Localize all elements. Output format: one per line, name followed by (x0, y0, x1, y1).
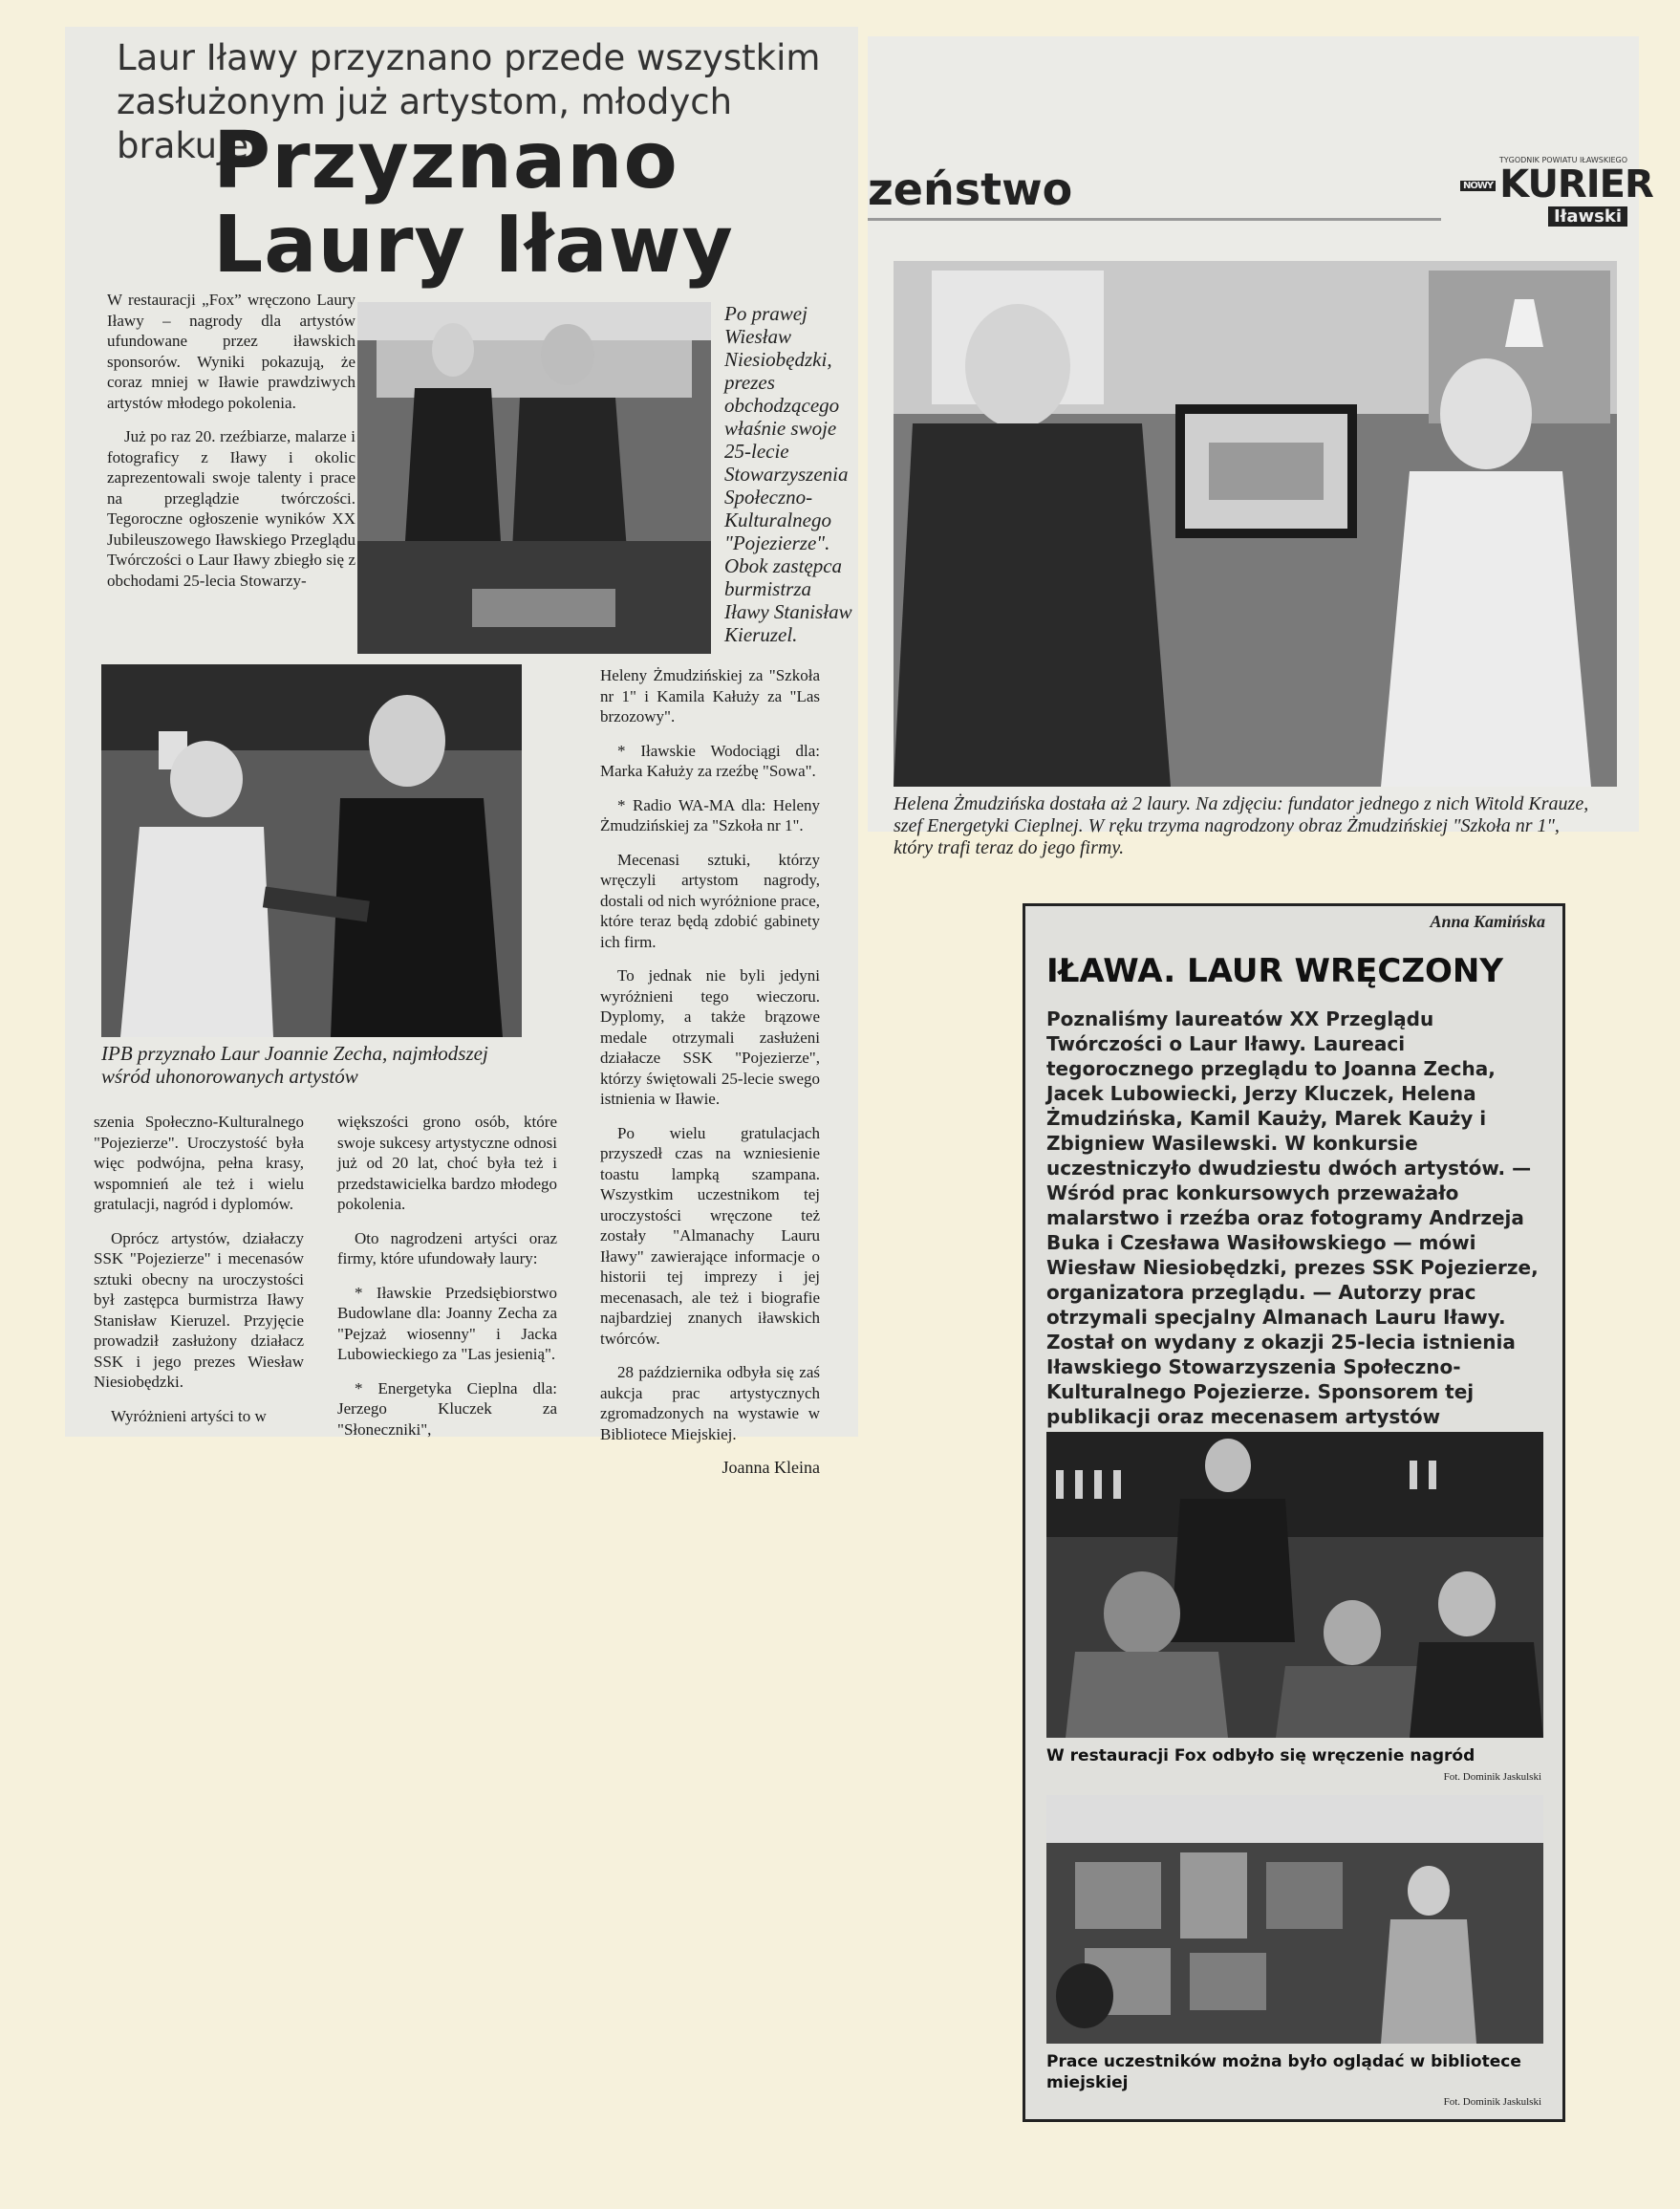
logo-kurier (1460, 162, 1653, 206)
photo-library-caption: Prace uczestników można było oglądać w bibliotece miejskiej (1046, 2052, 1521, 2092)
left-article-clipping (65, 27, 858, 1477)
bottom-column-b (337, 1112, 557, 1453)
paragraph-intro: Już po raz 20. rzeźbiarze, malarze i fotograficy z Iławy i okolic zaprezentowali swoje talenty i prace na przeglądzie twórczości. Tegoroczne ogłoszenie wyników XX Jubileuszowego Iławskiego Przeglądu Twórczości o Laur Iławy zbiegło się z obchodami 25-lecia Stowarzy- (107, 427, 355, 590)
photo-restaurant-caption: W restauracji Fox odbyło się wręczenie nagród (1046, 1746, 1475, 1765)
photo-officials (357, 302, 711, 654)
photo-restaurant-ceremony (1046, 1432, 1543, 1738)
awards-para-5: To jednak nie byli jedyni wyróżnieni tego wieczoru. Dyplomy, a także brązowe medale otrzymali zasłużeni działacze SSK "Pojezierze", którzy świętowali 25-lecie swego istnienia w Iławie. (600, 966, 820, 1108)
logo-tagline: TYGODNIK POWIATU IŁAWSKIEGO (1498, 156, 1627, 164)
photo-painting-presentation (894, 261, 1617, 787)
awards-para-6: Po wielu gratulacjach przyszedł czas na wzniesienie toastu lampką szampana. Wszystkim uczestnikom tej uroczystości wręczone też zostały "Almanachy Lauru Iławy" zawierające informacje o historii tej imprezy i jej mecenasach, ale też i biografie najbardziej znanych iławskich twórców. (600, 1123, 820, 1348)
section-title-fragment: zeństwo (868, 161, 1441, 221)
col-b-para-4: * Energetyka Cieplna dla: Jerzego Kluczek za "Słoneczniki", (337, 1378, 557, 1439)
lead-paragraph: W restauracji „Fox” wręczono Laury Iławy – nagrody dla artystów ufundowane przez iławskich sponsorów. Wyniki pokazują, że coraz mniej w Iławie prawdziwych artystów młodego pokolenia. (107, 291, 355, 412)
right-bottom-clipping (1023, 903, 1565, 2122)
col-a-para-3: Wyróżnieni artyści to w (111, 1406, 267, 1425)
bottom-column-a (94, 1112, 304, 1440)
article-author: Joanna Kleina (722, 1458, 820, 1477)
logo-ilawski: Iławski (1548, 206, 1627, 227)
col-b-para-2: Oto nagrodzeni artyści oraz firmy, które ufundowały laury: (337, 1228, 557, 1267)
photo-restaurant-credit: Fot. Dominik Jaskulski (1443, 1771, 1541, 1783)
col-b-para-1: większości grono osób, które swoje sukcesy artystyczne odnosi już od 20 lat, choć była też i przedstawicielka bardzo młodego pokolenia. (337, 1113, 557, 1213)
awards-column (600, 665, 820, 1479)
logo-kurier-text: KURIER (1499, 162, 1653, 206)
awards-para-3: * Radio WA-MA dla: Heleny Żmudzińskiej za "Szkoła nr 1". (600, 795, 820, 834)
right-top-clipping (868, 36, 1653, 858)
photo-officials-caption: Po prawej Wiesław Niesiobędzki, prezes obchodzącego właśnie swoje 25-lecie Stowarzyszenia Społeczno-Kulturalnego "Pojezierze". Obok zastępca burmistrza Iławy Stanisław Kieruzel. (724, 302, 852, 646)
photo-painting-caption: Helena Żmudzińska dostała aż 2 laury. Na zdjęciu: fundator jednego z nich Witold Krauze, szef Energetyki Cieplnej. W ręku trzyma nagrodzony obraz Żmudzińskiej "Szkoła nr 1", który trafi teraz do jego firmy. (894, 793, 1589, 858)
photo-award-handover (101, 664, 522, 1037)
col-b-para-3: * Iławskie Przedsiębiorstwo Budowlane dla: Joanny Zecha za "Pejzaż wiosenny" i Jacka Lubowieckiego za "Las jesienią". (337, 1283, 557, 1363)
short-news-title: IŁAWA. LAUR WRĘCZONY (1046, 952, 1503, 990)
photo-award-handover-caption: IPB przyznało Laur Joannie Zecha, najmłodszej wśród uhonorowanych artystów (101, 1042, 488, 1088)
photo-library-exhibition (1046, 1795, 1543, 2044)
col-a-para-2: Oprócz artystów, działaczy SSK "Pojezierze" i mecenasów sztuki obecny na uroczystości był zastępca burmistrza Iławy Stanisław Kieruzel. Przyjęcie prowadził zasłużony działacz SSK i jego prezes Wiesław Niesiobędzki. (94, 1228, 304, 1391)
col-a-para-1: szenia Społeczno-Kulturalnego "Pojezierze". Uroczystość była więc podwójna, pełna krasy, wspomnień ale też i wielu gratulacji, nagród i dyplomów. (94, 1113, 304, 1213)
photo-library-credit: Fot. Dominik Jaskulski (1443, 2096, 1541, 2108)
newspaper-logo (1460, 156, 1653, 261)
short-news-body: Poznaliśmy laureatów XX Przeglądu Twórczości o Laur Iławy. Laureaci tegorocznego przeglądu to Joanna Zecha, Jacek Lubowiecki, Jerzy Kluczek, Helena Żmudzińska, Kamil Kauży, Marek Kauży i Zbigniew Wasilewski. W konkursie uczestniczyło dwudziestu dwóch artystów. — Wśród prac konkursowych przeważało malarstwo i rzeźba oraz fotogramy Andrzeja Buka i Czesława Wasiłowskiego — mówi Wiesław Niesiobędzki, prezes SSK Pojezierze, organizatora przeglądu. — Autorzy prac otrzymali specjalny Almanach Lauru Iławy. Został on wydany z okazji 25-lecia istnienia Iławskiego Stowarzyszenia Społeczno-Kulturalnego Pojezierze. Sponsorem tej publikacji oraz mecenasem artystów (1046, 1007, 1539, 1428)
awards-para-1: Heleny Żmudzińskiej za "Szkoła nr 1" i Kamila Kałuży za "Las brzozowy". (600, 666, 820, 726)
awards-para-4: Mecenasi sztuki, którzy wręczyli artystom nagrody, dostali od nich wyróżnione prace, które teraz będą zdobić gabinety ich firm. (600, 850, 820, 951)
awards-para-2: * Iławskie Wodociągi dla: Marka Kałuży za rzeźbę "Sowa". (600, 741, 820, 780)
article-subheading: Laur Iławy przyznano przede wszystkim zasłużonym już artystom, młodych brakuje (117, 37, 821, 166)
lead-column (107, 290, 355, 604)
logo-nowy: NOWY (1460, 181, 1496, 191)
article-headline: Przyznano Laury Iławy (213, 116, 734, 291)
awards-para-7: 28 października odbyła się zaś aukcja prac artystycznych zgromadzonych na wystawie w Bibliotece Miejskiej. (600, 1363, 820, 1443)
article-author-anna: Anna Kamińska (1430, 912, 1545, 931)
